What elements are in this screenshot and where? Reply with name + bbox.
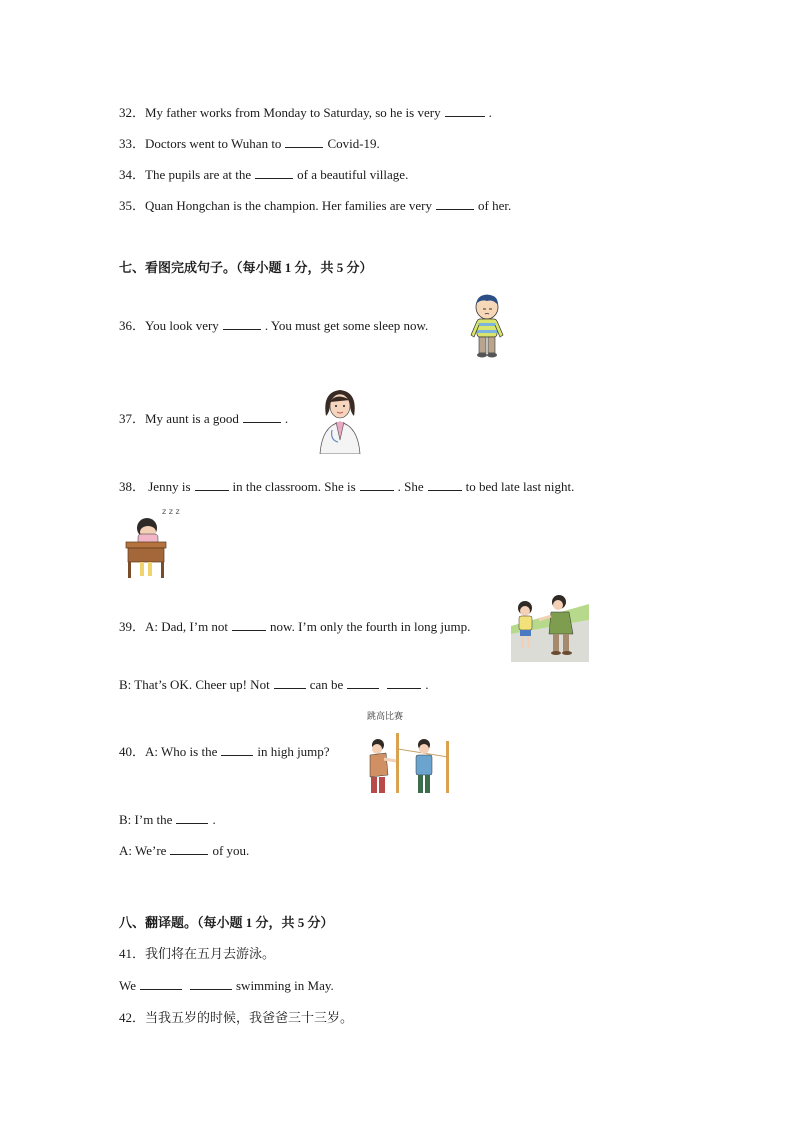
- q38-text-a: 38． Jenny is: [119, 479, 191, 494]
- section-7-heading: 七、看图完成句子。（每小题 1 分，共 5 分）: [119, 260, 373, 275]
- q38-text-c: . She: [397, 479, 424, 494]
- answer-blank[interactable]: [195, 479, 229, 491]
- question-34: [119, 167, 408, 183]
- q34-tail: of a beautiful village.: [297, 167, 409, 182]
- answer-blank[interactable]: [223, 318, 261, 330]
- question-35: [119, 198, 511, 214]
- answer-blank[interactable]: [387, 677, 421, 689]
- q38-text-d: to bed late last night.: [465, 479, 575, 494]
- q40-text-a: 40．A: Who is the: [119, 744, 218, 759]
- answer-blank[interactable]: [232, 619, 266, 631]
- q33-tail: Covid-19.: [327, 136, 380, 151]
- answer-blank[interactable]: [170, 843, 208, 855]
- answer-blank[interactable]: [347, 677, 379, 689]
- q41b-text-b: swimming in May.: [236, 978, 334, 993]
- question-32: [119, 105, 492, 121]
- q39b-text-c: .: [425, 677, 429, 692]
- q32-text: 32．My father works from Monday to Saturday, so he is very: [119, 105, 441, 120]
- q40c-text-a: A: We’re: [119, 843, 167, 858]
- question-42: 42．当我五岁的时候，我爸爸三十三岁。: [119, 1010, 354, 1025]
- q39-text-b: now. I’m only the fourth in long jump.: [270, 619, 471, 634]
- doctor-aunt-illustration: [316, 384, 364, 454]
- answer-blank[interactable]: [428, 479, 462, 491]
- question-41: 41．我们将在五月去游泳。: [119, 946, 276, 961]
- question-39: [119, 619, 470, 635]
- q39b-text-a: B: That’s OK. Cheer up! Not: [119, 677, 270, 692]
- high-jump-caption: 跳高比赛: [367, 712, 404, 722]
- q40b-text-a: B: I’m the: [119, 812, 173, 827]
- q36-text: 36．You look very: [119, 318, 219, 333]
- q34-text: 34．The pupils are at the: [119, 167, 252, 182]
- question-40-b: [119, 812, 216, 828]
- answer-blank[interactable]: [176, 812, 208, 824]
- answer-blank[interactable]: [190, 978, 232, 990]
- question-39-b: [119, 677, 429, 693]
- answer-blank[interactable]: [255, 167, 293, 179]
- question-36: [119, 318, 428, 334]
- question-40: [119, 744, 330, 760]
- q39b-text-b: can be: [309, 677, 344, 692]
- father-and-son-illustration: [511, 590, 589, 662]
- answer-blank[interactable]: [445, 105, 485, 117]
- question-38: [119, 479, 574, 495]
- q37-tail: .: [284, 411, 289, 426]
- answer-blank[interactable]: [436, 198, 474, 210]
- q32-tail: .: [488, 105, 492, 120]
- q40b-text-b: .: [212, 812, 216, 827]
- q41b-text-a: We: [119, 978, 136, 993]
- q33-text: 33．Doctors went to Wuhan to: [119, 136, 282, 151]
- answer-blank[interactable]: [274, 677, 306, 689]
- section-8-heading: 八、翻译题。（每小题 1 分，共 5 分）: [119, 915, 334, 930]
- sleeping-girl-illustration: [122, 502, 186, 580]
- tired-boy-illustration: [466, 293, 508, 359]
- q35-tail: of her.: [477, 198, 512, 213]
- question-40-c: [119, 843, 249, 859]
- answer-blank[interactable]: [285, 136, 323, 148]
- question-41-answer: [119, 978, 334, 994]
- svg-text:z z z: z z z: [162, 507, 180, 516]
- q39-text-a: 39．A: Dad, I’m not: [119, 619, 229, 634]
- answer-blank[interactable]: [140, 978, 182, 990]
- answer-blank[interactable]: [221, 744, 253, 756]
- question-37: [119, 411, 288, 427]
- q40c-text-b: of you.: [212, 843, 250, 858]
- answer-blank[interactable]: [360, 479, 394, 491]
- q37-text: 37．My aunt is a good: [119, 411, 239, 426]
- q40-text-b: in high jump?: [257, 744, 330, 759]
- q36-tail: . You must get some sleep now.: [264, 318, 429, 333]
- question-33: [119, 136, 380, 152]
- high-jump-illustration: [362, 727, 454, 797]
- q35-text: 35．Quan Hongchan is the champion. Her families are very: [119, 198, 432, 213]
- q38-text-b: in the classroom. She is: [232, 479, 356, 494]
- answer-blank[interactable]: [243, 411, 281, 423]
